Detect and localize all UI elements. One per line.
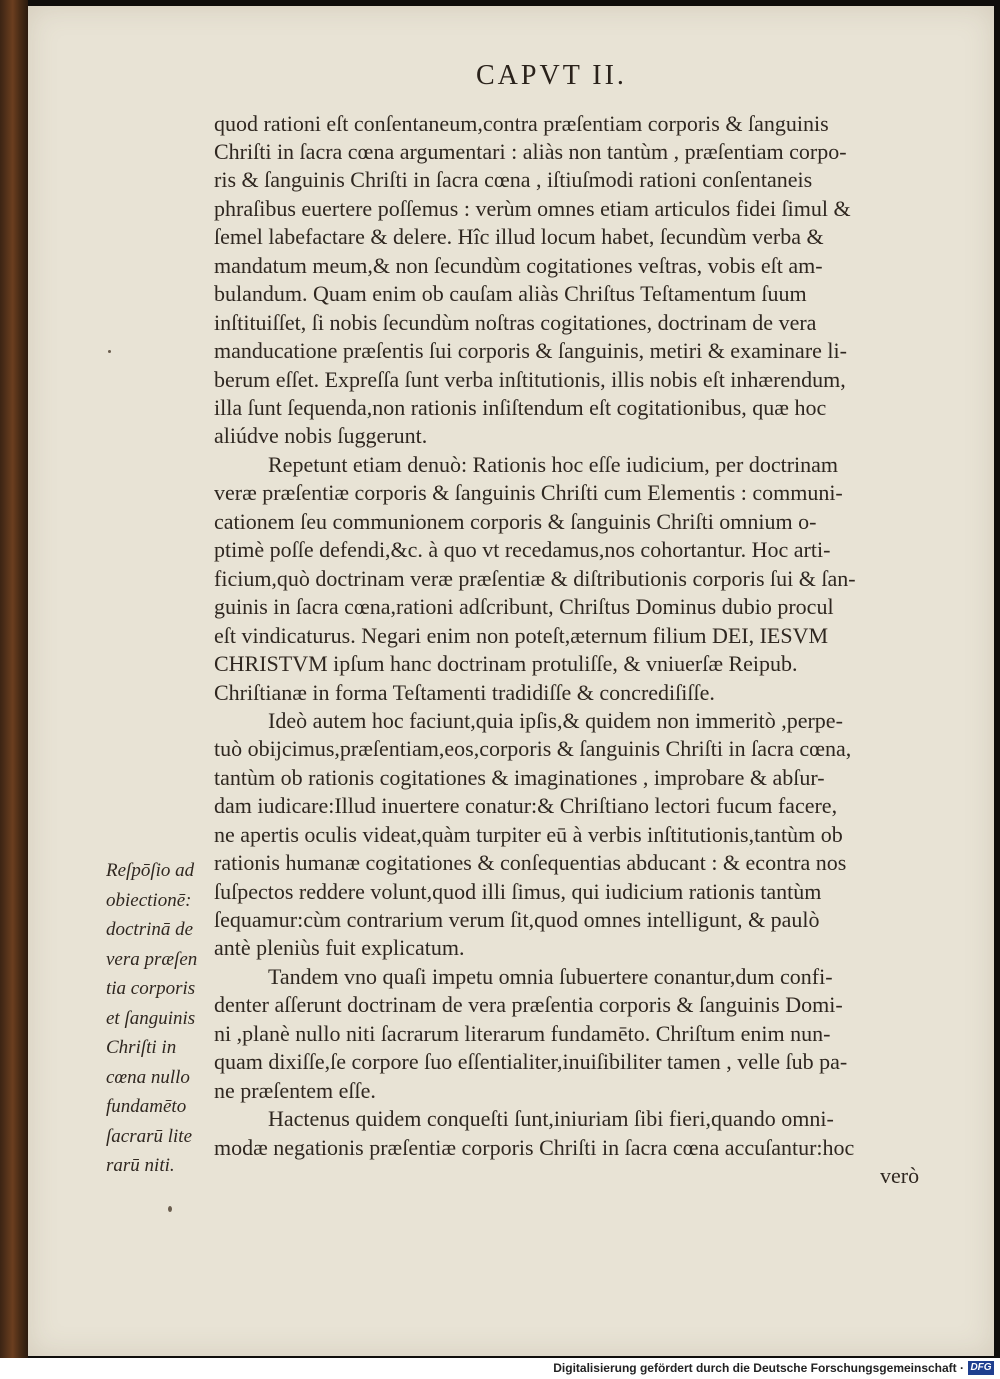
text-line: quam dixiſſe,ſe corpore ſuo eſſentialiter,inuiſibiliter tamen , velle ſub pa- [214, 1049, 848, 1074]
text-line: cationem ſeu communionem corporis & ſanguinis Chriſti omnium o- [214, 509, 817, 534]
margin-note-line: tia corporis [106, 978, 196, 999]
text-line: Tandem vno quaſi impetu omnia ſubuertere conantur,dum confi- [268, 964, 833, 989]
text-line: manducatione præſentis ſui corporis & ſanguinis, metiri & examinare li- [214, 338, 847, 363]
margin-note-line: ſacrarū lite [106, 1125, 193, 1147]
text-line: guinis in ſacra cœna,rationi adſcribunt, Chriſtus Dominus dubio procul [214, 594, 834, 619]
text-line: ne præſentem eſſe. [214, 1078, 376, 1103]
margin-note-line: et ſanguinis [106, 1007, 196, 1029]
text-line: Repetunt etiam denuò: Rationis hoc eſſe iudicium, per doctrinam [268, 452, 839, 477]
margin-note-line: cœna nullo [106, 1066, 190, 1088]
text-line: mandatum meum,& non ſecundùm cogitationes veſtras, vobis eſt am- [214, 253, 823, 278]
text-line: bulandum. Quam enim ob cauſam aliàs Chriſtus Teſtamentum ſuum [214, 281, 807, 306]
catchword: verò [880, 1163, 920, 1188]
text-line: ſuſpectos reddere volunt,quod illi ſimus, qui iudicium rationis tantùm [214, 879, 822, 904]
margin-note-line: obiectionē: [106, 889, 192, 911]
text-line: Hactenus quidem conqueſti ſunt,iniuriam ſibi fieri,quando omni- [268, 1106, 834, 1131]
paper-speck [108, 350, 111, 353]
dfg-logo-icon: DFG [968, 1361, 994, 1375]
text-line: inſtituiſſet, ſi nobis ſecundùm noſtras cogitationes, doctrinam de vera [214, 310, 817, 335]
text-line: tantùm ob rationis cogitationes & imaginationes , improbare & abſur- [214, 765, 825, 790]
text-line: ris & ſanguinis Chriſti in ſacra cœna , iſtiuſmodi rationi conſentaneis [214, 167, 813, 192]
running-head: CAPVT II. [476, 60, 627, 91]
funding-credit: Digitalisierung gefördert durch die Deutsche Forschungsgemeinschaft · [553, 1361, 964, 1375]
text-line: ptimè poſſe defendi,&c. à quo vt recedamus,nos cohortantur. Hoc arti- [214, 537, 831, 562]
text-line: ni ,planè nullo niti ſacrarum literarum fundamēto. Chriſtum enim nun- [214, 1021, 831, 1046]
text-line: Chriſtianæ in forma Teſtamenti tradidiſſe & concrediſiſſe. [214, 680, 715, 705]
text-line: denter aſſerunt doctrinam de vera præſentia corporis & ſanguinis Domi- [214, 992, 843, 1017]
text-line: Ideò autem hoc faciunt,quia ipſis,& quidem non immeritò ,perpe- [268, 708, 843, 733]
text-line: quod rationi eſt conſentaneum,contra præſentiam corporis & ſanguinis [214, 111, 829, 136]
text-line: ficium,quò doctrinam veræ præſentiæ & diſtributionis corporis ſui & ſan- [214, 566, 856, 591]
paper-speck [168, 1206, 172, 1212]
text-line: ne apertis oculis videat,quàm turpiter eū à verbis inſtitutionis,tantùm ob [214, 822, 843, 847]
text-line: dam iudicare:Illud inuertere conatur:& Chriſtiano lectori fucum facere, [214, 793, 838, 818]
text-line: ſequamur:cùm contrarium verum ſit,quod omnes intelligunt, & paulò [214, 907, 820, 932]
text-line: Chriſti in ſacra cœna argumentari : aliàs non tantùm , præſentiam corpo- [214, 139, 847, 164]
text-line: veræ præſentiæ corporis & ſanguinis Chriſti cum Elementis : communi- [214, 480, 843, 505]
margin-note-line: Reſpōſio ad [106, 860, 195, 881]
text-line: ſemel labefactare & delere. Hîc illud locum habet, ſecundùm verba & [214, 224, 824, 249]
text-line: antè pleniùs fuit explicatum. [214, 935, 465, 960]
text-line: tuò obijcimus,præſentiam,eos,corporis & ſanguinis Chriſti in ſacra cœna, [214, 736, 852, 761]
margin-note-line: fundamēto [106, 1096, 187, 1117]
margin-note-line: vera præſen [106, 948, 198, 970]
margin-note [106, 856, 216, 1181]
text-line: eſt vindicaturus. Negari enim non poteſt,æternum filium DEI, IESVM [214, 623, 829, 648]
text-line: phraſibus euertere poſſemus : verùm omnes etiam articulos fidei ſimul & [214, 196, 851, 221]
margin-note-line: Chriſti in [106, 1037, 177, 1058]
margin-note-line: rarū niti. [106, 1155, 175, 1176]
text-line: aliúdve nobis ſuggerunt. [214, 423, 428, 448]
text-line: rationis humanæ cogitationes & conſequentias abducant : & econtra nos [214, 850, 847, 875]
text-line: illa ſunt ſequenda,non rationis inſiſtendum eſt cogitationibus, quæ hoc [214, 395, 827, 420]
footer-bar [0, 1358, 1000, 1379]
text-line: CHRISTVM ipſum hanc doctrinam protuliſſe, & vniuerſæ Reipub. [214, 651, 798, 676]
text-line: modæ negationis præſentiæ corporis Chriſti in ſacra cœna accuſantur:hoc [214, 1135, 855, 1160]
margin-note-line: doctrinā de [106, 919, 194, 940]
book-spine-edge [0, 0, 28, 1358]
text-line: berum eſſet. Expreſſa ſunt verba inſtitutionis, illis nobis eſt inhærendum, [214, 367, 846, 392]
